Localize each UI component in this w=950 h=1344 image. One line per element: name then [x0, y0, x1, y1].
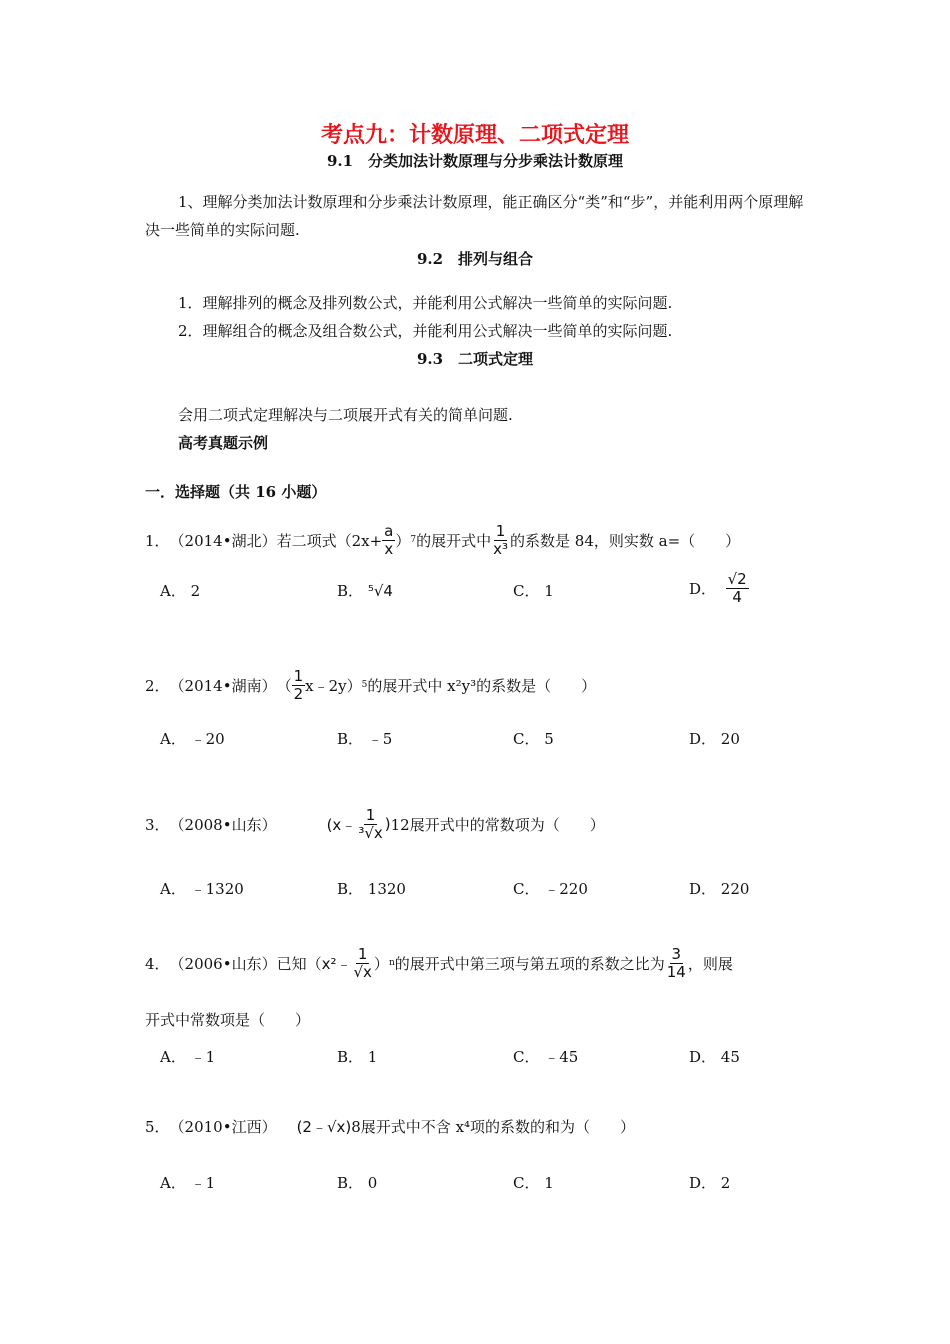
question-2: 2． （2014•湖南） （ $\frac{1}{2}$ x﹣2y） 5 的展开式中 x²y³的系数是（ ） [145, 666, 597, 703]
option-b: B． ﹣5 [337, 730, 393, 748]
option-a: A． ﹣1320 [160, 880, 244, 898]
fraction: $\frac{1}{√x}$ [353, 944, 372, 981]
question-4-continued: 开式中常数项是（ ） [145, 1011, 311, 1029]
question-number: 1． [145, 531, 170, 550]
option-d: D． 45 [689, 1048, 740, 1066]
option-a: A． ﹣20 [160, 730, 225, 748]
section-heading-9-3: 9.3 二项式定理 [416, 350, 534, 368]
fraction: $\frac{1}{2}$ [293, 666, 304, 703]
option-a: A． ﹣1 [160, 1174, 216, 1192]
option-c: C． 1 [513, 1174, 554, 1192]
examples-heading: 高考真题示例 [178, 434, 269, 452]
option-b: B． 1320 [337, 880, 406, 898]
option-c: C． ﹣220 [513, 880, 588, 898]
question-text: 若二项式（2x+ [276, 531, 383, 550]
fraction: $\frac{a}{x}$ [384, 521, 394, 558]
option-a: A． 2 [160, 582, 201, 600]
section-line-9-2-1: 1．理解排列的概念及排列数公式，并能利用公式解决一些简单的实际问题. [178, 294, 673, 312]
section-heading-9-1: 9.1 分类加法计数原理与分步乘法计数原理 [326, 152, 624, 170]
question-5: 5． （2010•江西） (2﹣√x) 8展开式中不含 x⁴项的系数的和为（ ） [145, 1117, 636, 1136]
section-line-9-2-2: 2．理解组合的概念及组合数公式，并能利用公式解决一些简单的实际问题. [178, 322, 673, 340]
option-c: C． 5 [513, 730, 554, 748]
question-4: 4． （2006•山东） 已知（ x²﹣ $\frac{1}{√x}$ ） n 的展开式中第三项与第五项的系数之比为 $\frac{3}{14}$ ，则展 [145, 944, 733, 981]
option-c: C． 1 [513, 582, 554, 600]
option-b: B． 0 [337, 1174, 378, 1192]
option-d: D． 20 [689, 730, 740, 748]
section-heading-9-2: 9.2 排列与组合 [416, 250, 534, 268]
section-body-9-3: 会用二项式定理解决与二项展开式有关的简单问题. [178, 406, 513, 424]
part-heading: 一．选择题（共 16 小题） [145, 483, 327, 501]
option-d: D． 2 [689, 1174, 731, 1192]
option-b: B． 1 [337, 1048, 378, 1066]
fraction: $\frac{3}{14}$ [666, 944, 686, 981]
section-body-9-1: 1、理解分类加法计数原理和分步乘法计数原理，能正确区分“类”和“步”，并能利用两个原理解决一些简单的实际问题. [145, 193, 804, 239]
fraction: $\frac{1}{\text{³√x}}$ [358, 805, 383, 842]
option-b: B． ⁵√4 [337, 582, 393, 600]
page-title: 考点九：计数原理、二项式定理 [320, 122, 629, 148]
fraction: $\frac{1}{\text{x³}}$ [493, 521, 509, 558]
option-c: C． ﹣45 [513, 1048, 579, 1066]
question-3: 3． （2008•山东） (x﹣ $\frac{1}{\text{³√x}}$ ) 12展开式中的常数项为（ ） [145, 805, 605, 842]
question-1: 1． （2014•湖北） 若二项式（2x+ $\frac{a}{x}$ ） 7 的展开式中 $\frac{1}{\text{x³}}$ 的系数是 84，则实数 a=（ ） [145, 521, 741, 558]
option-d: D． $\frac{√2}{4}$ [689, 570, 747, 606]
option-d: D． 220 [689, 880, 750, 898]
option-a: A． ﹣1 [160, 1048, 216, 1066]
question-source: （2014•湖北） [169, 531, 277, 550]
